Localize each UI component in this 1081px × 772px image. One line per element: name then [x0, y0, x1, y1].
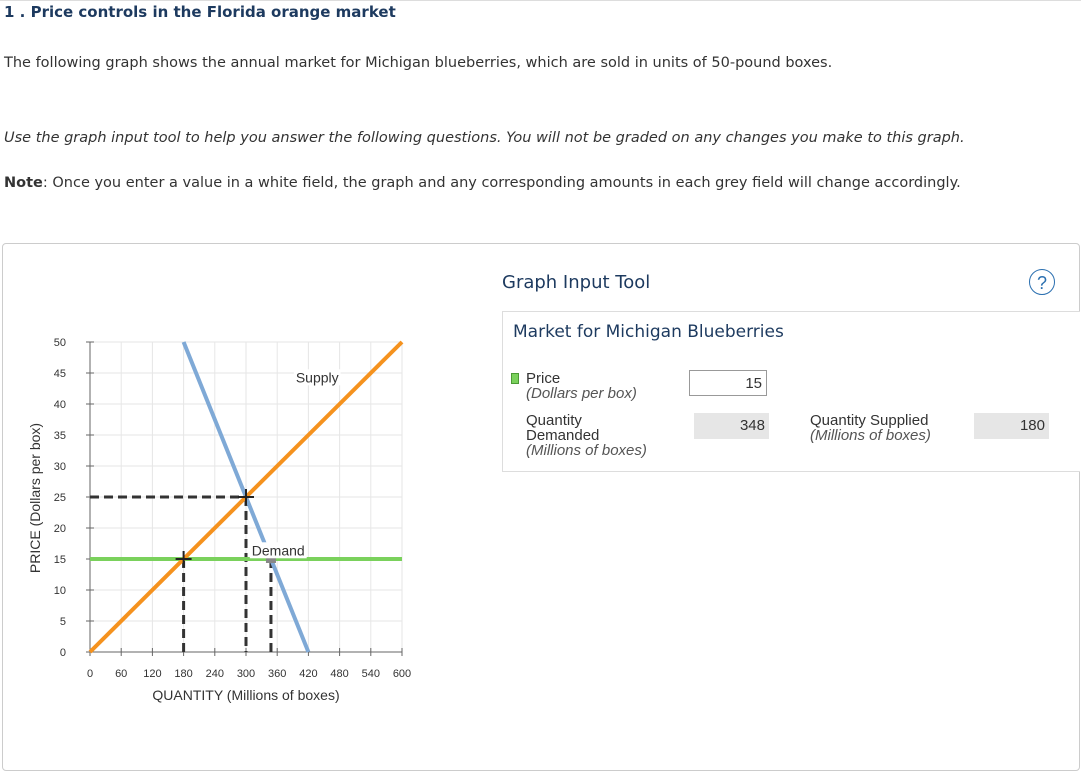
y-axis-label: PRICE (Dollars per box)	[27, 422, 43, 574]
note-body: : Once you enter a value in a white field, the graph and any corresponding amounts in each grey field will change accordingly.	[42, 175, 961, 191]
demand-label: Demand	[251, 542, 305, 559]
market-title: Market for Michigan Blueberries	[513, 322, 784, 342]
qd-label-1: Quantity	[526, 412, 582, 429]
quantity-demanded-field: 348	[694, 413, 769, 439]
intro-text: The following graph shows the annual market for Michigan blueberries, which are sold in units of 50-pound boxes.	[4, 55, 833, 71]
x-tick-label: 300	[236, 668, 256, 680]
y-tick-label: 35	[53, 430, 66, 442]
guide-lines	[90, 497, 271, 652]
x-tick-label: 180	[174, 668, 193, 680]
qd-label-2: Demanded	[526, 427, 600, 444]
x-tick-label: 480	[330, 668, 349, 680]
y-tick-label: 45	[53, 368, 66, 380]
x-tick-label: 420	[299, 668, 318, 680]
qs-label: Quantity Supplied	[810, 412, 929, 429]
y-tick-label: 10	[53, 585, 66, 597]
x-tick-label: 240	[205, 668, 224, 680]
x-tick-label: 600	[392, 668, 412, 680]
y-tick-label: 30	[53, 461, 66, 473]
supply-label: Supply	[295, 369, 339, 386]
graph-input-tool-title: Graph Input Tool	[502, 272, 651, 293]
x-tick-label: 120	[143, 668, 162, 680]
y-tick-label: 5	[59, 616, 66, 628]
x-tick-label: 360	[268, 668, 287, 680]
x-axis-label: QUANTITY (Millions of boxes)	[152, 687, 340, 703]
question-title: 1 . Price controls in the Florida orange market	[4, 3, 396, 21]
price-unit: (Dollars per box)	[526, 385, 637, 402]
y-tick-label: 40	[53, 399, 66, 411]
price-legend-swatch	[511, 373, 519, 384]
quantity-supplied-field: 180	[974, 413, 1049, 439]
qs-unit: (Millions of boxes)	[810, 427, 931, 444]
price-input[interactable]	[689, 370, 767, 396]
y-tick-label: 20	[53, 523, 66, 535]
qd-unit: (Millions of boxes)	[526, 442, 647, 459]
y-tick-label: 0	[59, 647, 66, 659]
y-tick-label: 50	[53, 337, 66, 349]
price-label: Price	[526, 370, 561, 387]
x-tick-label: 0	[86, 668, 94, 680]
y-tick-label: 25	[53, 492, 66, 504]
note-label: Note	[4, 175, 43, 191]
x-tick-label: 60	[115, 668, 128, 680]
instruction-text: Use the graph input tool to help you answer the following questions. You will not be graded on any changes you make to this graph.	[4, 130, 965, 146]
y-tick-label: 15	[53, 554, 66, 566]
help-button[interactable]: ?	[1029, 269, 1055, 295]
x-tick-label: 540	[361, 668, 380, 680]
